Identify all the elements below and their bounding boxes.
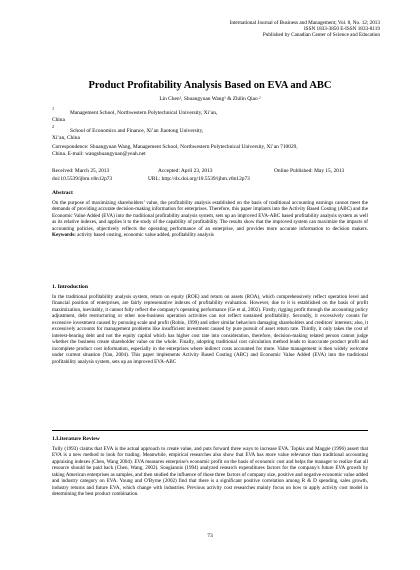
keywords-label: Keywords: <box>52 232 76 239</box>
literature-review-heading: 1.Literature Review <box>52 436 100 442</box>
affiliation-1-city: China <box>52 117 65 123</box>
online-date: Online Published: May 15, 2013 <box>274 168 345 174</box>
introduction-heading: 1. Introduction <box>52 284 88 290</box>
journal-publisher: Published by Canadian Center of Science and Education <box>262 32 380 39</box>
page-number: 73 <box>207 533 213 539</box>
abstract-body <box>52 200 368 239</box>
doi: doi:10.5539/ijbm.v8n12p73 <box>52 176 113 182</box>
abstract-text: On the purpose of maximizing shareholders’ value, the profitability analysis established on the basis of traditional accounting earnings cannot meet the demands of providing accurate decision-making information for enterprises. Therefore, this paper implants into the Activity Based Costing (ABC) and the Economic Value Added (EVA) into the traditional profitability analysis system, sets up an improved EVA-ABC based profitability analysis system as well as its relative indexes, and applies it to the study of the capability of profitability. The results show that the improved system can maximize the impacts of accounting policies, objectively reflects the operating performance of an enterprise, and provides more accurate information to decision makers. <box>52 200 368 232</box>
affiliation-2-number: 2 <box>52 124 55 129</box>
abstract-heading: Abstract <box>52 190 73 196</box>
affiliation-1-number: 1 <box>52 106 55 111</box>
literature-review-body: Tully (1993) claims that EVA is the actual approach to create value, and puts forward three ways to increase EVA. Topkis and Maggie (1996) assert that EVA is a new method to look for trading. Meanwhile, empirical researches also show that EVA has more value relevance than traditional accounting appraising indexes (Chen, Wang 2004). EVA measures enterprise's economic profit on the basis of economic cost and helps the manager to realize that all resource should be paid back (Chen, Wang, 2002). Sougiannis (1994) analyzed research expenditures factors for the company's future EVA growth by taking American enterprises as samples, and then studied the influence of those three factors of company size, positive and negative economic value added and industry category on EVA. Young and O'Byrne (2002) find that there is a significant positive correlation among R & D spending, sales growth, industry returns and future EVA, which change with industries. Previous activity cost researches mainly focus on how to apply activity cost model in determining the best product combination. <box>52 446 368 498</box>
affiliation-2-city: Xi’an, China <box>52 135 80 141</box>
affiliation-1: Management School, Northwestern Polytechnical University, Xi’an, <box>70 110 218 116</box>
received-date: Received: March 25, 2013 <box>52 168 110 174</box>
doi-url[interactable]: URL: http://dx.doi.org/10.5539/ijbm.v8n12p73 <box>148 176 250 182</box>
introduction-body: In the traditional profitability analysis system, return on equity (ROE) and return on assets (ROA), which comprehensively reflect operation level and financial position of enterprises, are fairly representative indexes of profitability evaluation. However, due to it is established on the basis of profit maximization, inevitably, it cannot fully reflect the company's operating performance (Ge et al, 2002). Firstly, rigging profit through the accounting policy adjustment, debt restructuring or other non-business operation activities can not reflect sustained profitability. Secondly, it excessively counts for excessive investment caused by pursuing scale and profit (Robin, 1999) and other similar behaviors damaging shareholders and creditors' interests; also, it excessively accounts for management problems like insufficient investment caused by pure pursuit of asset return rate. Thirdly, it only takes the cost of interest-bearing debt and not the equity capital which has higher cost rate into consideration, therefore, decision-making related person cannot judge whether the business create shareholder value on the whole. Finally, adopting traditional cost calculation method leads to inaccurate product profit and incomplete product cost information, especially in the enterprises where indirect costs accounted for more. Value management is then widely welcome under current situation (Yan, 2004). This paper implements Activity Based Costing (ABC) and Economic Value Added (EVA) into the traditional profitability analysis system, sets up an improved EVA-ABC <box>52 294 368 365</box>
keywords: activity based costing, economic value added, profitability analysis <box>77 232 214 239</box>
accepted-date: Accepted: April 23, 2013 <box>158 168 213 174</box>
author-list: Lin Chen¹, Shuangyuan Wang¹ & Zhilin Qiao ² <box>159 96 261 102</box>
affiliation-2: School of Economics and Finance, Xi’an Jiaotong University, <box>70 128 204 134</box>
correspondence-line-2: China. E-mail: wangshuangyuan@yeah.net <box>52 151 146 157</box>
journal-name: International Journal of Business and Management; Vol. 8, No. 12; 2013 <box>229 20 380 26</box>
correspondence-line-1: Correspondence: Shuangyuan Wang, Management School, Northwestern Polytechnical University, Xi’an 710029, <box>52 144 298 150</box>
paper-title: Product Profitability Analysis Based on EVA and ABC <box>88 80 332 91</box>
journal-issn: ISSN 1833-3850 E-ISSN 1833-8119 <box>303 26 380 33</box>
section-divider <box>52 430 368 431</box>
journal-header <box>0 20 380 39</box>
